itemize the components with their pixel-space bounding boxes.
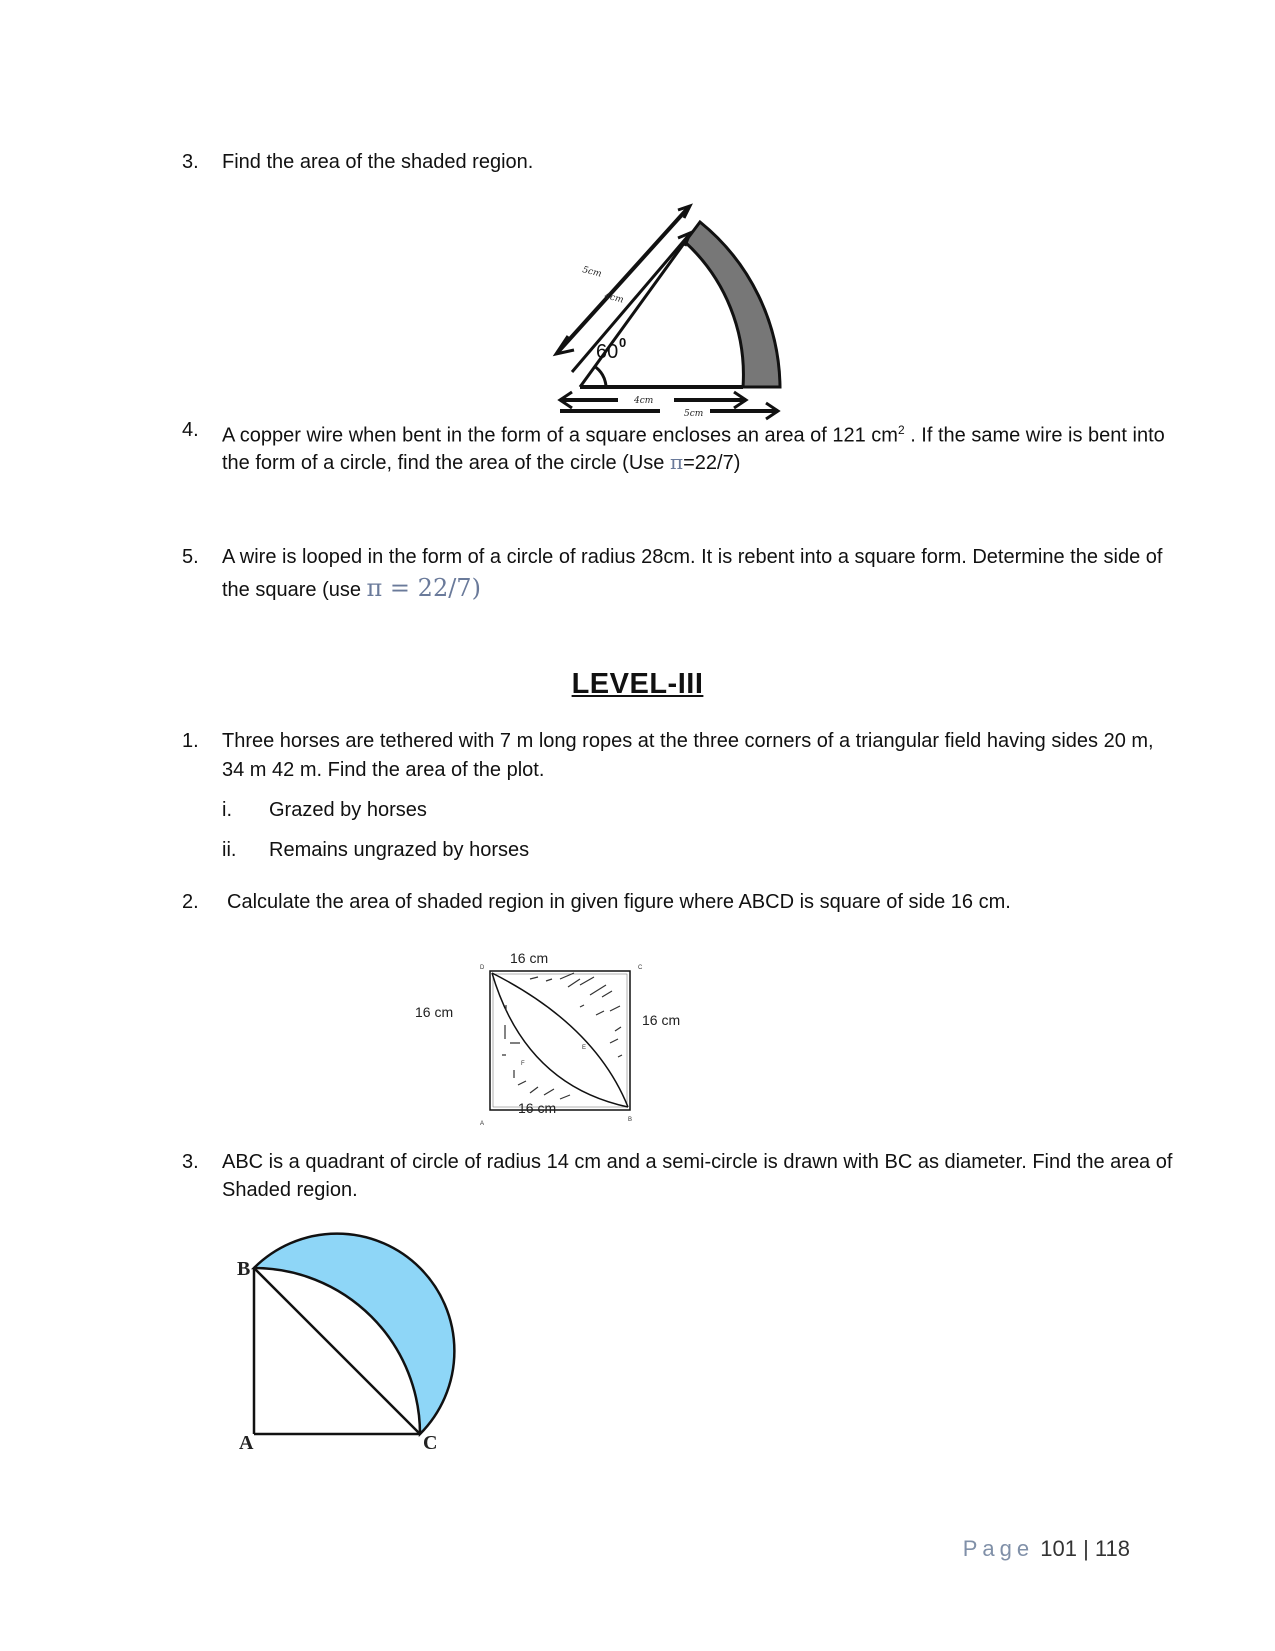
- footer-separator: |: [1083, 1536, 1089, 1561]
- angle-arc: [594, 366, 606, 387]
- l3q3-line1: ABC is a quadrant of circle of radius 14 cm and a semi-circle is drawn with BC as diameter. Find the area of: [222, 1151, 1173, 1173]
- point-b: B: [628, 1117, 633, 1123]
- figure-quadrant-semicircle: [225, 1225, 465, 1454]
- q3-text: Find the area of the shaded region.: [222, 151, 534, 173]
- l3q1-number: 1.: [182, 730, 199, 752]
- point-a: A: [480, 1121, 485, 1127]
- point-a-label: A: [239, 1432, 254, 1454]
- q4-number: 4.: [182, 419, 199, 441]
- figure-shaded-sector: [560, 200, 830, 425]
- q5-line2: the square (use π = 22/7): [222, 574, 481, 602]
- point-b-label: B: [237, 1258, 251, 1280]
- point-f: F: [521, 1061, 525, 1067]
- q5-line1: A wire is looped in the form of a circle of radius 28cm. It is rebent into a square form. Determine the side of: [222, 546, 1163, 568]
- angle-label: 60: [596, 341, 619, 363]
- square-abcd: [490, 971, 630, 1110]
- label-4cm-slant: 4cm: [603, 291, 625, 306]
- q5-number: 5.: [182, 546, 199, 568]
- figure-square-leaf: [410, 935, 710, 1127]
- point-c: C: [638, 965, 643, 971]
- shaded-region: [254, 1234, 454, 1434]
- angle-degree: 0: [619, 335, 627, 350]
- label-5cm-base: 5cm: [684, 409, 704, 419]
- label-right-16cm: 16 cm: [642, 1012, 681, 1028]
- l3q3-number: 3.: [182, 1151, 199, 1173]
- slant-4cm-arrow: [572, 236, 688, 372]
- point-c-label: C: [423, 1432, 438, 1454]
- footer-total: 118: [1094, 1536, 1130, 1561]
- l3q3-line2: Shaded region.: [222, 1179, 358, 1201]
- page-footer: [963, 1536, 1130, 1562]
- footer-label: Page: [962, 1536, 1035, 1561]
- label-top-16cm: 16 cm: [510, 950, 549, 966]
- shaded-ring-segment: [685, 222, 780, 387]
- l3q1-line2: 34 m 42 m. Find the area of the plot.: [222, 759, 545, 781]
- l3q2-number: 2.: [182, 891, 199, 913]
- l3q1-line1: Three horses are tethered with 7 m long ropes at the three corners of a triangular field having sides 20 m,: [222, 730, 1154, 752]
- l3q1-sub1-number: i.: [222, 799, 232, 821]
- q4-line2: the form of a circle, find the area of the circle (Use π=22/7): [222, 450, 741, 474]
- l3q2-text: Calculate the area of shaded region in given figure where ABCD is square of side 16 cm.: [227, 891, 1011, 913]
- level-heading: LEVEL-III: [571, 668, 704, 700]
- point-d: D: [480, 965, 485, 971]
- q4-line1: A copper wire when bent in the form of a square encloses an area of 121 $cm^2$ . If the same wire is bent into: [222, 423, 1165, 447]
- l3q1-sub1-text: Grazed by horses: [269, 799, 427, 821]
- footer-page: 101: [1040, 1536, 1077, 1561]
- label-left-16cm: 16 cm: [415, 1004, 454, 1020]
- slant-radius-line: [580, 242, 685, 387]
- point-e: E: [582, 1045, 587, 1051]
- label-4cm-base: 4cm: [634, 396, 654, 406]
- label-5cm-slant: 5cm: [581, 265, 603, 280]
- l3q1-sub2-text: Remains ungrazed by horses: [269, 839, 530, 861]
- label-bottom-16cm: 16 cm: [518, 1100, 557, 1116]
- l3q1-sub2-number: ii.: [222, 839, 237, 861]
- slant-5cm-arrow: [558, 208, 688, 352]
- q3-number: 3.: [182, 151, 199, 173]
